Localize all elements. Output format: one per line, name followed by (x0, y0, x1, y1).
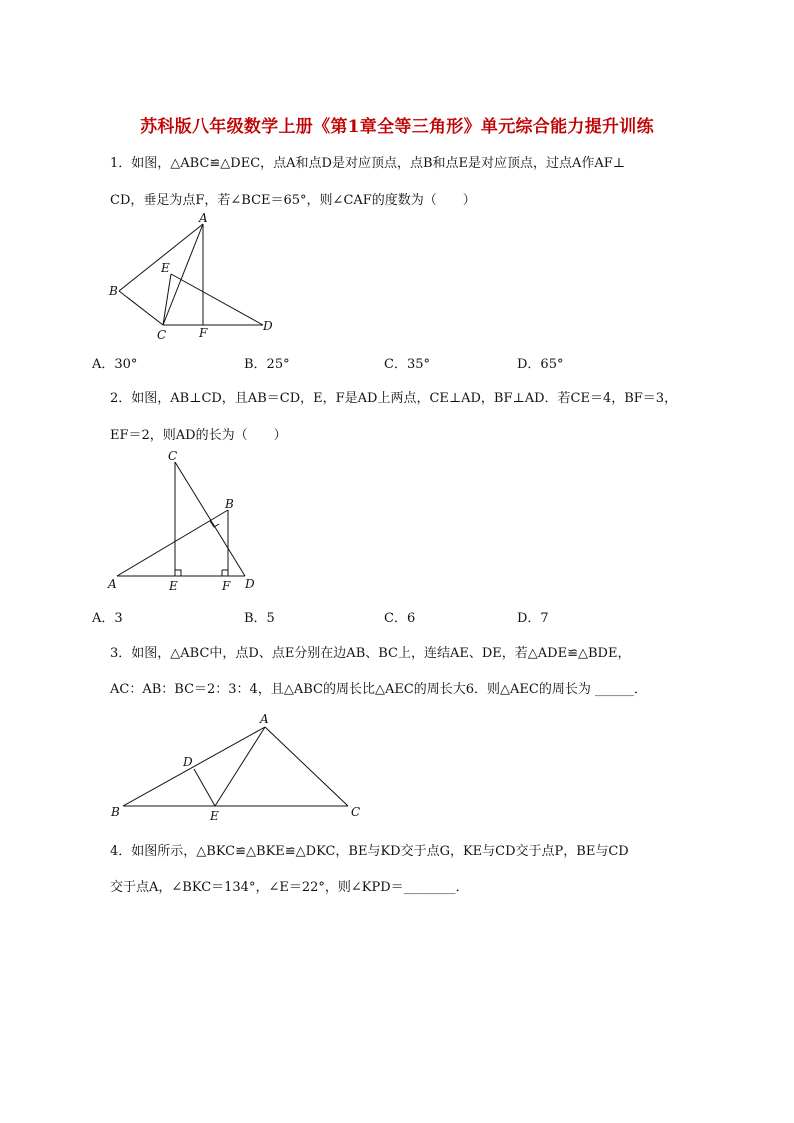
q2-text-line2: EF＝2，则AD的长为（ ） (110, 428, 287, 443)
q1-option-a: A．30° (92, 357, 138, 372)
q4-text-line2: 交于点A，∠BKC＝134°，∠E＝22°，则∠KPD＝________． (110, 880, 469, 895)
label-b: B (109, 284, 118, 298)
q2-option-a: A．3 (92, 611, 123, 626)
q1-text-line2: CD，垂足为点F，若∠BCE＝65°，则∠CAF的度数为（ ） (110, 193, 476, 208)
segment-cd (175, 462, 245, 576)
label-a: A (199, 211, 208, 225)
label-c: C (168, 449, 178, 463)
segment-ba (123, 727, 265, 806)
q1-text-line1: 1．如图，△ABC≌△DEC，点A和点D是对应顶点，点B和点E是对应顶点，过点A作AF⊥ (110, 156, 626, 171)
label-e: E (210, 809, 219, 823)
segment-bc (119, 291, 163, 325)
label-b: B (111, 805, 120, 819)
right-angle-e (175, 570, 181, 576)
label-c: C (157, 328, 167, 342)
q1-option-c: C．35° (384, 357, 430, 372)
label-a: A (260, 712, 269, 726)
segment-ba (119, 224, 203, 291)
label-b: B (225, 497, 234, 511)
label-d: D (245, 577, 255, 591)
q3-text-line1: 3．如图，△ABC中，点D、点E分别在边AB、BC上，连结AE、DE，若△ADE≌△BDE， (110, 646, 631, 661)
q1-figure (105, 212, 285, 342)
q1-option-b: B．25° (244, 357, 290, 372)
q2-figure (105, 446, 265, 596)
segment-ce (163, 274, 171, 325)
q4-text-line1: 4．如图所示，△BKC≌△BKE≌△DKC，BE与KD交于点G，KE与CD交于点P，BE与CD (110, 844, 629, 859)
label-f: F (199, 326, 208, 340)
q2-option-b: B．5 (244, 611, 275, 626)
q3-figure (105, 710, 375, 825)
q2-text-line1: 2．如图，AB⊥CD，且AB＝CD，E，F是AD上两点，CE⊥AD，BF⊥AD．若CE＝4，BF＝3， (110, 391, 678, 406)
segment-ac (265, 727, 348, 806)
label-e: E (169, 579, 178, 593)
q1-option-d: D．65° (517, 357, 564, 372)
label-e: E (161, 261, 170, 275)
q3-text-line2: AC：AB：BC＝2：3：4，且△ABC的周长比△AEC的周长大6．则△AEC的周长为 ______． (110, 682, 648, 697)
segment-ab (117, 510, 228, 576)
label-a: A (108, 577, 117, 591)
q2-option-d: D．7 (517, 611, 549, 626)
label-d: D (183, 755, 193, 769)
segment-ae (215, 727, 265, 806)
label-f: F (222, 579, 231, 593)
q2-option-c: C．6 (384, 611, 416, 626)
worksheet-title: 苏科版八年级数学上册《第1章全等三角形》单元综合能力提升训练 (140, 117, 654, 137)
segment-de (194, 769, 215, 806)
label-c: C (351, 805, 361, 819)
label-d: D (263, 319, 273, 333)
segment-ed (171, 274, 263, 325)
